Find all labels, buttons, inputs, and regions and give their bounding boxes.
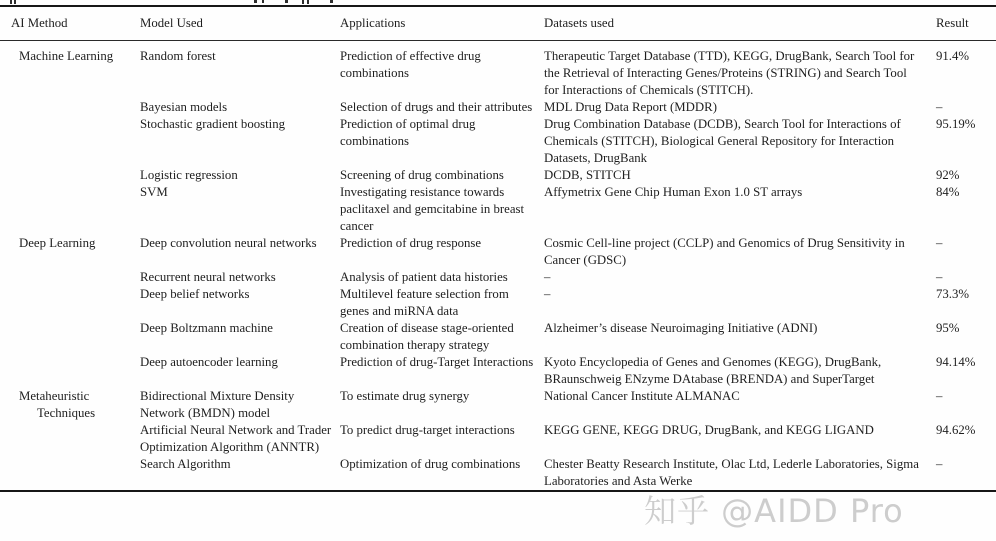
model-cell: Search Algorithm bbox=[140, 457, 231, 471]
table-row bbox=[0, 388, 996, 422]
datasets-cell: Drug Combination Database (DCDB), Search Tool for Interactions of Chemicals (STITCH), Biological General Repository for Interaction Datasets, DrugBank bbox=[544, 117, 901, 165]
col-header-applications: Applications bbox=[340, 6, 544, 41]
result-cell: – bbox=[936, 100, 943, 114]
col-header-model-used: Model Used bbox=[140, 6, 340, 41]
result-cell: – bbox=[936, 270, 943, 284]
datasets-cell: – bbox=[544, 287, 551, 301]
application-cell: Analysis of patient data histories bbox=[340, 270, 508, 284]
result-cell: 95% bbox=[936, 321, 960, 335]
table-row bbox=[0, 269, 996, 286]
application-cell: To predict drug-target interactions bbox=[340, 423, 515, 437]
datasets-cell: MDL Drug Data Report (MDDR) bbox=[544, 100, 717, 114]
result-cell: – bbox=[936, 389, 943, 403]
table-row bbox=[0, 167, 996, 184]
model-cell: Stochastic gradient boosting bbox=[140, 117, 286, 131]
table-row bbox=[0, 99, 996, 116]
table-row bbox=[0, 235, 996, 269]
application-cell: Multilevel feature selection from genes and miRNA data bbox=[340, 287, 509, 318]
table-row bbox=[0, 354, 996, 388]
header-row bbox=[0, 6, 996, 41]
result-cell: – bbox=[936, 236, 943, 250]
application-cell: Optimization of drug combinations bbox=[340, 457, 521, 471]
application-cell: Creation of disease stage-oriented combination therapy strategy bbox=[340, 321, 514, 352]
datasets-cell: KEGG GENE, KEGG DRUG, DrugBank, and KEGG LIGAND bbox=[544, 423, 874, 437]
model-cell: Random forest bbox=[140, 49, 216, 63]
datasets-cell: Therapeutic Target Database (TTD), KEGG, DrugBank, Search Tool for the Retrieval of Interacting Genes/Proteins (STRING) and Search Tool for Interactions of Chemicals (STITCH). bbox=[544, 49, 915, 97]
result-cell: 92% bbox=[936, 168, 960, 182]
application-cell: To estimate drug synergy bbox=[340, 389, 470, 403]
ai-methods-table bbox=[0, 5, 996, 492]
ai-method-cell: Machine Learning bbox=[19, 49, 114, 63]
application-cell: Selection of drugs and their attributes bbox=[340, 100, 533, 114]
model-cell: Artificial Neural Network and Trader Optimization Algorithm (ANNTR) bbox=[140, 423, 332, 454]
model-cell: SVM bbox=[140, 185, 168, 199]
table-row bbox=[0, 116, 996, 167]
model-cell: Deep autoencoder learning bbox=[140, 355, 278, 369]
table-row bbox=[0, 184, 996, 235]
table-body bbox=[0, 41, 996, 492]
result-cell: – bbox=[936, 457, 943, 471]
result-cell: 95.19% bbox=[936, 117, 976, 131]
col-header-ai-method: AI Method bbox=[0, 6, 140, 41]
datasets-cell: – bbox=[544, 270, 551, 284]
datasets-cell: National Cancer Institute ALMANAC bbox=[544, 389, 740, 403]
application-cell: Prediction of optimal drug combinations bbox=[340, 117, 476, 148]
model-cell: Deep convolution neural networks bbox=[140, 236, 317, 250]
datasets-cell: Kyoto Encyclopedia of Genes and Genomes (KEGG), DrugBank, BRaunschweig ENzyme DAtabase (BRENDA) and SuperTarget bbox=[544, 355, 882, 386]
datasets-cell: Chester Beatty Research Institute, Olac Ltd, Lederle Laboratories, Sigma Laboratories and Asta Werke bbox=[544, 457, 919, 488]
col-header-datasets-used: Datasets used bbox=[544, 6, 936, 41]
application-cell: Prediction of effective drug combinations bbox=[340, 49, 481, 80]
model-cell: Deep belief networks bbox=[140, 287, 250, 301]
application-cell: Investigating resistance towards paclitaxel and gemcitabine in breast cancer bbox=[340, 185, 525, 233]
model-cell: Deep Boltzmann machine bbox=[140, 321, 273, 335]
table-row bbox=[0, 320, 996, 354]
watermark: 知乎 @AIDD Pro bbox=[644, 492, 904, 530]
model-cell: Logistic regression bbox=[140, 168, 238, 182]
table-row bbox=[0, 41, 996, 100]
application-cell: Screening of drug combinations bbox=[340, 168, 504, 182]
application-cell: Prediction of drug-Target Interactions bbox=[340, 355, 534, 369]
datasets-cell: Affymetrix Gene Chip Human Exon 1.0 ST arrays bbox=[544, 185, 803, 199]
datasets-cell: DCDB, STITCH bbox=[544, 168, 631, 182]
table-row bbox=[0, 286, 996, 320]
table-header bbox=[0, 6, 996, 41]
col-header-result: Result bbox=[936, 6, 996, 41]
ai-method-cell: Metaheuristic Techniques bbox=[19, 389, 96, 420]
datasets-cell: Alzheimer’s disease Neuroimaging Initiative (ADNI) bbox=[544, 321, 818, 335]
result-cell: 84% bbox=[936, 185, 960, 199]
model-cell: Recurrent neural networks bbox=[140, 270, 276, 284]
result-cell: 94.62% bbox=[936, 423, 976, 437]
model-cell: Bayesian models bbox=[140, 100, 228, 114]
result-cell: 73.3% bbox=[936, 287, 970, 301]
model-cell: Bidirectional Mixture Density Network (BMDN) model bbox=[140, 389, 295, 420]
table-row bbox=[0, 422, 996, 456]
result-cell: 94.14% bbox=[936, 355, 976, 369]
ai-method-cell: Deep Learning bbox=[19, 236, 96, 250]
application-cell: Prediction of drug response bbox=[340, 236, 482, 250]
datasets-cell: Cosmic Cell-line project (CCLP) and Genomics of Drug Sensitivity in Cancer (GDSC) bbox=[544, 236, 905, 267]
result-cell: 91.4% bbox=[936, 49, 970, 63]
